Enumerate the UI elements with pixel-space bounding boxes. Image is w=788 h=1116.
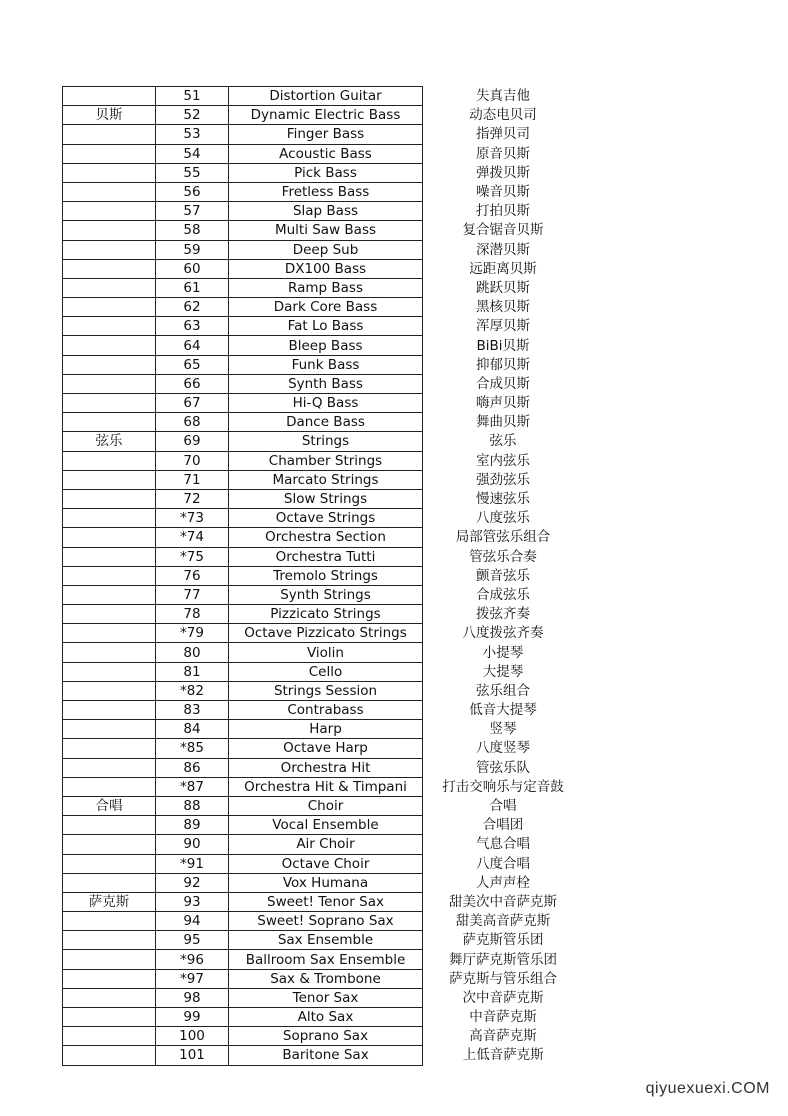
table-row: [63, 739, 584, 758]
table-row: [63, 969, 584, 988]
chinese-name-cell: 八度竖琴: [476, 740, 530, 757]
category-cell: [63, 720, 156, 739]
table-row: [63, 720, 584, 739]
voice-name-cell: Acoustic Bass: [229, 144, 423, 163]
category-cell: [63, 298, 156, 317]
number-cell: 90: [156, 835, 229, 854]
number-cell: 65: [156, 355, 229, 374]
voice-name-cell: Strings: [229, 432, 423, 451]
number-cell: 76: [156, 566, 229, 585]
category-cell: [63, 470, 156, 489]
number-cell: 59: [156, 240, 229, 259]
category-cell: [63, 662, 156, 681]
voice-name-cell: Dark Core Bass: [229, 298, 423, 317]
chinese-name-cell: 颤音弦乐: [476, 567, 530, 584]
number-cell: *73: [156, 509, 229, 528]
voice-name-cell: Contrabass: [229, 701, 423, 720]
table-row: [63, 125, 584, 144]
table-row: [63, 394, 584, 413]
chinese-name-cell: 深潜贝斯: [476, 241, 530, 258]
table-row: [63, 106, 584, 125]
chinese-name-cell: 局部管弦乐组合: [455, 529, 551, 546]
table-row: [63, 758, 584, 777]
table-row: [63, 413, 584, 432]
table-row: [63, 259, 584, 278]
category-cell: [63, 221, 156, 240]
number-cell: 100: [156, 1027, 229, 1046]
number-cell: 55: [156, 163, 229, 182]
chinese-name-cell: 打击交响乐与定音鼓: [442, 778, 564, 795]
number-cell: 67: [156, 394, 229, 413]
table-row: [63, 144, 584, 163]
voice-name-cell: Orchestra Section: [229, 528, 423, 547]
chinese-name-cell: 抑郁贝斯: [476, 356, 530, 373]
chinese-name-cell: 噪音贝斯: [476, 184, 530, 201]
voice-name-cell: Octave Harp: [229, 739, 423, 758]
number-cell: *97: [156, 969, 229, 988]
voice-name-cell: Fat Lo Bass: [229, 317, 423, 336]
number-cell: *91: [156, 854, 229, 873]
voice-name-cell: Octave Pizzicato Strings: [229, 624, 423, 643]
number-cell: 98: [156, 988, 229, 1007]
chinese-name-cell: 动态电贝司: [469, 107, 537, 124]
number-cell: 92: [156, 873, 229, 892]
chinese-name-cell: 气息合唱: [476, 836, 530, 853]
table-row: [63, 317, 584, 336]
voice-name-cell: Sax & Trombone: [229, 969, 423, 988]
chinese-name-cell: 弦乐组合: [476, 682, 530, 699]
voice-name-cell: Octave Choir: [229, 854, 423, 873]
chinese-name-cell: 弦乐: [489, 433, 517, 450]
table-row: [63, 221, 584, 240]
chinese-name-cell: 甜美次中音萨克斯: [449, 893, 557, 910]
category-cell: [63, 374, 156, 393]
table-row: [63, 701, 584, 720]
number-cell: *87: [156, 777, 229, 796]
number-cell: 99: [156, 1008, 229, 1027]
category-cell: [63, 681, 156, 700]
table-row: [63, 278, 584, 297]
table-row: [63, 1008, 584, 1027]
category-cell: [63, 777, 156, 796]
category-cell: [63, 585, 156, 604]
number-cell: 78: [156, 605, 229, 624]
category-cell: [63, 489, 156, 508]
number-cell: 94: [156, 912, 229, 931]
category-cell: [63, 125, 156, 144]
category-cell: [63, 566, 156, 585]
category-cell: [63, 988, 156, 1007]
voice-name-cell: Orchestra Hit: [229, 758, 423, 777]
voice-table: [62, 86, 584, 1066]
number-cell: 68: [156, 413, 229, 432]
number-cell: 61: [156, 278, 229, 297]
chinese-name-cell: 跳跃贝斯: [476, 279, 530, 296]
table-row: [63, 777, 584, 796]
table-row: [63, 355, 584, 374]
voice-name-cell: Octave Strings: [229, 509, 423, 528]
table-row: [63, 605, 584, 624]
table-row: [63, 336, 584, 355]
chinese-name-cell: 合成弦乐: [476, 586, 530, 603]
chinese-name-cell: 萨克斯与管乐组合: [449, 970, 557, 987]
chinese-name-cell: 小提琴: [482, 644, 524, 661]
table-row: [63, 873, 584, 892]
chinese-name-cell: 人声声栓: [476, 874, 530, 891]
voice-name-cell: Vox Humana: [229, 873, 423, 892]
table-row: [63, 681, 584, 700]
chinese-name-cell: 大提琴: [482, 663, 524, 680]
voice-name-cell: Dynamic Electric Bass: [229, 106, 423, 125]
number-cell: *74: [156, 528, 229, 547]
number-cell: 101: [156, 1046, 229, 1065]
number-cell: 72: [156, 489, 229, 508]
number-cell: 51: [156, 87, 229, 106]
number-cell: 80: [156, 643, 229, 662]
voice-name-cell: Orchestra Hit & Timpani: [229, 777, 423, 796]
number-cell: 77: [156, 585, 229, 604]
category-cell: [63, 701, 156, 720]
voice-name-cell: DX100 Bass: [229, 259, 423, 278]
chinese-name-cell: 次中音萨克斯: [462, 989, 544, 1006]
category-cell: [63, 355, 156, 374]
voice-name-cell: Synth Bass: [229, 374, 423, 393]
voice-name-cell: Marcato Strings: [229, 470, 423, 489]
table-row: [63, 202, 584, 221]
chinese-name-cell: 八度合唱: [476, 855, 530, 872]
voice-name-cell: Funk Bass: [229, 355, 423, 374]
voice-name-cell: Slow Strings: [229, 489, 423, 508]
number-cell: 57: [156, 202, 229, 221]
voice-name-cell: Deep Sub: [229, 240, 423, 259]
table-row: [63, 451, 584, 470]
table-row: [63, 816, 584, 835]
voice-name-cell: Slap Bass: [229, 202, 423, 221]
category-cell: 萨克斯: [63, 892, 156, 911]
chinese-name-cell: 浑厚贝斯: [476, 318, 530, 335]
number-cell: 60: [156, 259, 229, 278]
chinese-name-cell: 强劲弦乐: [476, 471, 530, 488]
number-cell: 84: [156, 720, 229, 739]
table-row: [63, 163, 584, 182]
voice-name-cell: Synth Strings: [229, 585, 423, 604]
table-row: [63, 87, 584, 106]
chinese-name-cell: 管弦乐合奏: [469, 548, 537, 565]
number-cell: 95: [156, 931, 229, 950]
chinese-name-cell: 慢速弦乐: [476, 491, 530, 508]
table-row: [63, 489, 584, 508]
number-cell: 66: [156, 374, 229, 393]
number-cell: 69: [156, 432, 229, 451]
category-cell: 合唱: [63, 796, 156, 815]
voice-name-cell: Soprano Sax: [229, 1027, 423, 1046]
voice-name-cell: Ballroom Sax Ensemble: [229, 950, 423, 969]
number-cell: 88: [156, 796, 229, 815]
number-cell: 71: [156, 470, 229, 489]
category-cell: 贝斯: [63, 106, 156, 125]
category-cell: [63, 1046, 156, 1065]
table-row: [63, 854, 584, 873]
table-row: [63, 547, 584, 566]
voice-name-cell: Sax Ensemble: [229, 931, 423, 950]
voice-name-cell: Bleep Bass: [229, 336, 423, 355]
chinese-name-cell: 低音大提琴: [469, 702, 537, 719]
voice-name-cell: Fretless Bass: [229, 182, 423, 201]
chinese-name-cell: 舞曲贝斯: [476, 414, 530, 431]
chinese-name-cell: 原音贝斯: [476, 145, 530, 162]
chinese-name-cell: 中音萨克斯: [469, 1009, 537, 1026]
number-cell: 83: [156, 701, 229, 720]
number-cell: 70: [156, 451, 229, 470]
chinese-name-cell: 上低音萨克斯: [462, 1047, 544, 1064]
category-cell: [63, 605, 156, 624]
category-cell: [63, 1027, 156, 1046]
chinese-name-cell: 黑核贝斯: [476, 299, 530, 316]
chinese-name-cell: 甜美高音萨克斯: [455, 913, 551, 930]
table-row: [63, 643, 584, 662]
voice-name-cell: Vocal Ensemble: [229, 816, 423, 835]
category-cell: [63, 758, 156, 777]
table-row: [63, 931, 584, 950]
category-cell: [63, 547, 156, 566]
table-row: [63, 892, 584, 911]
number-cell: *96: [156, 950, 229, 969]
chinese-name-cell: 竖琴: [489, 721, 517, 738]
category-cell: [63, 528, 156, 547]
category-cell: [63, 643, 156, 662]
watermark-text: qiyuexuexi.COM: [645, 1080, 770, 1097]
category-cell: [63, 240, 156, 259]
number-cell: *82: [156, 681, 229, 700]
number-cell: 54: [156, 144, 229, 163]
chinese-name-cell: 拨弦齐奏: [476, 606, 530, 623]
table-row: [63, 182, 584, 201]
category-cell: [63, 873, 156, 892]
chinese-name-cell: 合唱团: [482, 817, 524, 834]
table-row: [63, 585, 584, 604]
category-cell: [63, 317, 156, 336]
table-row: [63, 566, 584, 585]
table-row: [63, 240, 584, 259]
category-cell: [63, 854, 156, 873]
voice-name-cell: Hi-Q Bass: [229, 394, 423, 413]
category-cell: [63, 950, 156, 969]
voice-name-cell: Chamber Strings: [229, 451, 423, 470]
category-cell: [63, 394, 156, 413]
voice-name-cell: Violin: [229, 643, 423, 662]
voice-name-cell: Strings Session: [229, 681, 423, 700]
chinese-name-cell: 指弹贝司: [476, 126, 530, 143]
table-row: [63, 624, 584, 643]
chinese-name-cell: 舞厅萨克斯管乐团: [449, 951, 557, 968]
number-cell: 58: [156, 221, 229, 240]
voice-name-cell: Multi Saw Bass: [229, 221, 423, 240]
category-cell: [63, 144, 156, 163]
voice-name-cell: Distortion Guitar: [229, 87, 423, 106]
number-cell: 56: [156, 182, 229, 201]
chinese-name-cell: 复合锯音贝斯: [462, 222, 544, 239]
table-row: [63, 1027, 584, 1046]
category-cell: [63, 969, 156, 988]
category-cell: [63, 413, 156, 432]
table-row: [63, 662, 584, 681]
voice-name-cell: Baritone Sax: [229, 1046, 423, 1065]
chinese-name-cell: 远距离贝斯: [469, 260, 537, 277]
number-cell: 89: [156, 816, 229, 835]
voice-name-cell: Harp: [229, 720, 423, 739]
voice-name-cell: Orchestra Tutti: [229, 547, 423, 566]
chinese-name-cell: 萨克斯管乐团: [462, 932, 544, 949]
category-cell: [63, 739, 156, 758]
number-cell: 81: [156, 662, 229, 681]
number-cell: *85: [156, 739, 229, 758]
chinese-name-cell: 弹拨贝斯: [476, 164, 530, 181]
number-cell: 93: [156, 892, 229, 911]
number-cell: 62: [156, 298, 229, 317]
number-cell: *79: [156, 624, 229, 643]
table-row: [63, 470, 584, 489]
number-cell: 86: [156, 758, 229, 777]
voice-name-cell: Air Choir: [229, 835, 423, 854]
chinese-name-cell: 管弦乐队: [476, 759, 530, 776]
table-row: [63, 835, 584, 854]
chinese-name-cell: 合唱: [489, 798, 517, 815]
chinese-name-cell: 打拍贝斯: [476, 203, 530, 220]
voice-name-cell: Tremolo Strings: [229, 566, 423, 585]
category-cell: [63, 451, 156, 470]
category-cell: [63, 912, 156, 931]
category-cell: [63, 835, 156, 854]
table-row: [63, 432, 584, 451]
chinese-name-cell: 合成贝斯: [476, 375, 530, 392]
chinese-name-cell: 失真吉他: [476, 88, 530, 105]
voice-name-cell: Cello: [229, 662, 423, 681]
table-row: [63, 950, 584, 969]
voice-name-cell: Finger Bass: [229, 125, 423, 144]
voice-name-cell: Choir: [229, 796, 423, 815]
category-cell: [63, 278, 156, 297]
number-cell: *75: [156, 547, 229, 566]
chinese-name-cell: BiBi贝斯: [476, 337, 530, 354]
category-cell: [63, 1008, 156, 1027]
number-cell: 52: [156, 106, 229, 125]
table-row: [63, 912, 584, 931]
table-row: [63, 988, 584, 1007]
chinese-name-cell: 嗨声贝斯: [476, 395, 530, 412]
table-row: [63, 509, 584, 528]
category-cell: [63, 509, 156, 528]
table-row: [63, 528, 584, 547]
number-cell: 64: [156, 336, 229, 355]
category-cell: [63, 163, 156, 182]
category-cell: [63, 624, 156, 643]
category-cell: [63, 87, 156, 106]
table-row: [63, 298, 584, 317]
category-cell: 弦乐: [63, 432, 156, 451]
voice-name-cell: Pizzicato Strings: [229, 605, 423, 624]
category-cell: [63, 336, 156, 355]
table-row: [63, 1046, 584, 1065]
voice-name-cell: Dance Bass: [229, 413, 423, 432]
voice-name-cell: Sweet! Tenor Sax: [229, 892, 423, 911]
category-cell: [63, 931, 156, 950]
category-cell: [63, 816, 156, 835]
voice-name-cell: Pick Bass: [229, 163, 423, 182]
voice-name-cell: Alto Sax: [229, 1008, 423, 1027]
voice-name-cell: Sweet! Soprano Sax: [229, 912, 423, 931]
voice-table-body: [63, 87, 584, 1066]
chinese-name-cell: 高音萨克斯: [469, 1028, 537, 1045]
number-cell: 53: [156, 125, 229, 144]
number-cell: 63: [156, 317, 229, 336]
category-cell: [63, 182, 156, 201]
table-row: [63, 796, 584, 815]
table-row: [63, 374, 584, 393]
category-cell: [63, 202, 156, 221]
voice-name-cell: Ramp Bass: [229, 278, 423, 297]
chinese-name-cell: 八度拨弦齐奏: [462, 625, 544, 642]
chinese-name-cell: 室内弦乐: [476, 452, 530, 469]
voice-name-cell: Tenor Sax: [229, 988, 423, 1007]
site-watermark: [646, 1080, 770, 1098]
category-cell: [63, 259, 156, 278]
chinese-name-cell: 八度弦乐: [476, 510, 530, 527]
